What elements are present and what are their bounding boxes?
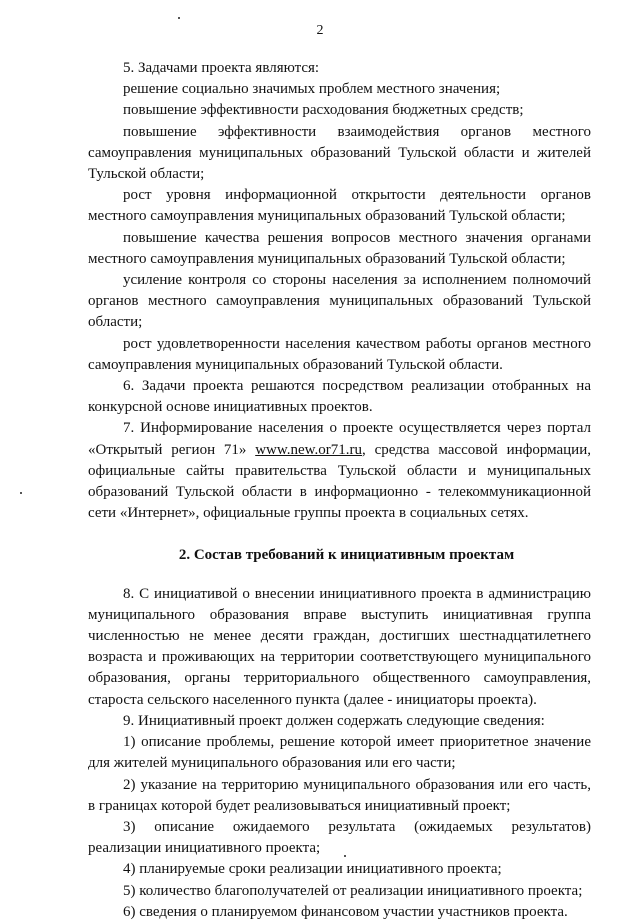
paragraph: 6. Задачи проекта решаются посредством реализации отобранных на конкурсной основе инициативных проектов. bbox=[88, 378, 591, 416]
portal-link[interactable]: www.new.or71.ru bbox=[255, 441, 362, 458]
paragraph: рост уровня информационной открытости деятельности органов местного самоуправления муниципальных образований Тульской области; bbox=[88, 187, 591, 225]
paragraph: рост удовлетворенности населения качеством работы органов местного самоуправления муниципальных образований Тульской области. bbox=[88, 335, 591, 373]
paragraph: 9. Инициативный проект должен содержать следующие сведения: bbox=[123, 712, 545, 729]
scan-speck bbox=[178, 17, 180, 19]
paragraph: 5. Задачами проекта являются: bbox=[123, 60, 320, 76]
section-heading: 2. Состав требований к инициативным проектам bbox=[178, 547, 515, 564]
paragraph: усиление контроля со стороны населения за исполнением полномочий органов местного самоуправления муниципальных образований Тульской области; bbox=[88, 272, 591, 331]
document-body bbox=[88, 58, 591, 923]
paragraph-text: 7. Информирование населения о проекте осуществляется через портал «Открытый регион 71» bbox=[88, 420, 591, 458]
page-number: 2 bbox=[316, 23, 324, 38]
paragraph-text: , средства массовой информации, официальные сайты правительства Тульской области и муниципальных образований Тульской области в информационно - телекоммуникационной сети «Интернет», официальные группы проекта в социальных сетях. bbox=[88, 441, 591, 522]
paragraph: повышение эффективности взаимодействия органов местного самоуправления муниципальных образований Тульской области и жителей Тульской области; bbox=[88, 123, 591, 183]
list-item: 2) указание на территорию муниципального образования или его часть, в границах которой будет реализовываться инициативный проект; bbox=[88, 776, 591, 814]
list-item: 1) описание проблемы, решение которой имеет приоритетное значение для жителей муниципального образования или его части; bbox=[88, 734, 591, 772]
paragraph: 8. С инициативой о внесении инициативного проекта в администрацию муниципального образования вправе выступить инициативная группа численностью не менее десяти граждан, достигших шестнадцатилетнего возраста и проживающих на территории соответствующего муниципального образования, органы территориального общественного самоуправления, староста сельского населенного пункта (далее - инициаторы проекта). bbox=[88, 585, 591, 708]
list-item: 6) сведения о планируемом финансовом участии участников проекта. bbox=[123, 903, 568, 920]
list-item: 4) планируемые сроки реализации инициативного проекта; bbox=[123, 861, 502, 878]
paragraph: решение социально значимых проблем местного значения; bbox=[123, 81, 501, 98]
scan-speck bbox=[20, 492, 22, 494]
paragraph: повышение эффективности расходования бюджетных средств; bbox=[123, 102, 524, 119]
paragraph-informing bbox=[88, 418, 591, 524]
list-item: 5) количество благополучателей от реализации инициативного проекта; bbox=[123, 882, 583, 899]
list-item: 3) описание ожидаемого результата (ожидаемых результатов) реализации инициативного проекта; bbox=[88, 818, 591, 857]
paragraph: повышение качества решения вопросов местного значения органами местного самоуправления муниципальных образований Тульской области; bbox=[88, 229, 591, 267]
